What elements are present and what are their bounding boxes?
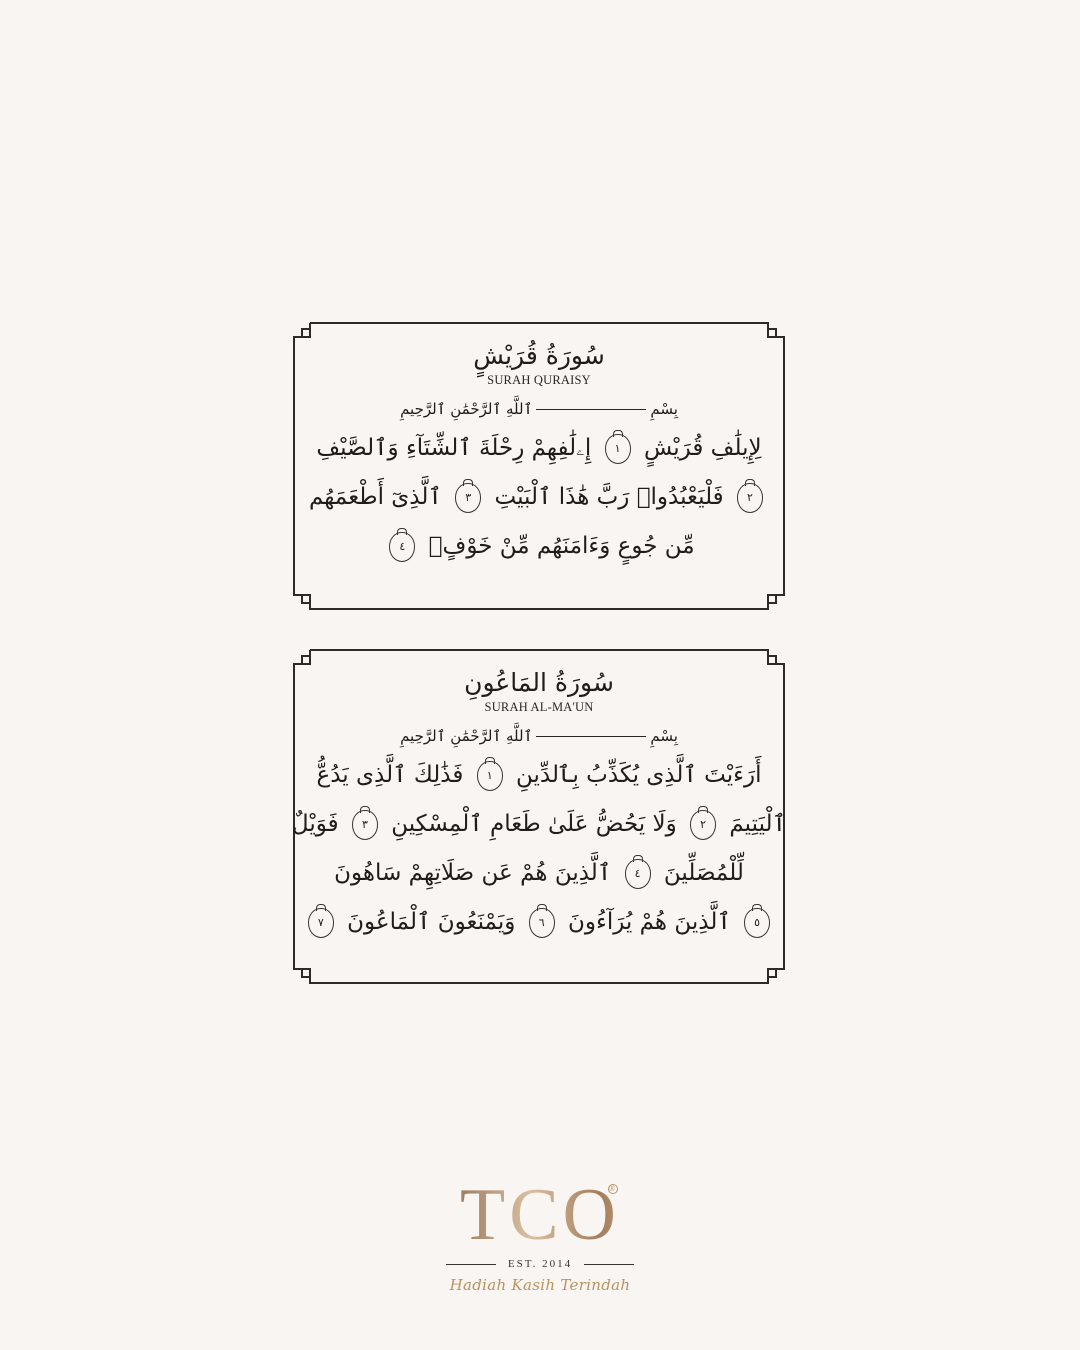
ayah-marker-icon: ١ — [477, 761, 503, 791]
brand-logo — [440, 1174, 640, 1294]
basmala-kashida — [536, 409, 646, 410]
verse-line — [292, 849, 786, 898]
ayah-marker-icon: ٤ — [389, 532, 415, 562]
divider — [446, 1264, 496, 1265]
verse-text: أَرَءَيْتَ ٱلَّذِى يُكَذِّبُ بِٱلدِّينِ — [515, 762, 762, 788]
verse-text: لِإِيلَٰفِ قُرَيْشٍ — [643, 435, 762, 461]
verse-text: فَوَيْلٌ — [291, 811, 339, 837]
verse-line — [292, 898, 786, 947]
surah-quraisy-card — [292, 321, 786, 611]
basmala-kashida — [536, 736, 646, 737]
registered-trademark-icon: ® — [609, 1184, 620, 1193]
basmala-rest: ٱللَّهِ ٱلرَّحْمَٰنِ ٱلرَّحِيمِ — [400, 400, 533, 418]
ayah-marker-icon: ٢ — [690, 810, 716, 840]
verse-text: وَلَا يَحُضُّ عَلَىٰ طَعَامِ ٱلْمِسْكِينِ — [391, 811, 677, 837]
verses — [292, 751, 786, 947]
verse-text: ٱلْيَتِيمَ — [729, 811, 786, 837]
brand-tagline: Hadiah Kasih Terindah — [449, 1276, 631, 1294]
ayah-marker-icon: ٣ — [352, 810, 378, 840]
divider — [584, 1264, 634, 1265]
ayah-marker-icon: ٥ — [744, 908, 770, 938]
surah-title-latin: SURAH QURAISY — [487, 373, 591, 387]
verse-text: ٱلَّذِينَ هُمْ يُرَآءُونَ — [568, 909, 731, 935]
ayah-marker-icon: ٣ — [455, 483, 481, 513]
verse-text: ٱلَّذِينَ هُمْ عَن صَلَاتِهِمْ سَاهُونَ — [334, 860, 612, 886]
basmala-rest: ٱللَّهِ ٱلرَّحْمَٰنِ ٱلرَّحِيمِ — [400, 727, 533, 745]
verse-text: إِۦلَٰفِهِمْ رِحْلَةَ ٱلشِّتَآءِ وَٱلصَّيْفِ — [316, 435, 592, 461]
surah-title-latin: SURAH AL-MA'UN — [484, 700, 594, 714]
verse-line — [292, 800, 786, 849]
verse-line — [292, 751, 786, 800]
verses — [292, 424, 786, 571]
surah-title-arabic: سُورَةُ المَاعُونِ — [464, 668, 614, 697]
ayah-marker-icon: ٦ — [529, 908, 555, 938]
established-year: EST. 2014 — [507, 1258, 573, 1270]
surah-title-arabic: سُورَةُ قُرَيْشٍ — [473, 341, 605, 370]
verse-line — [292, 424, 786, 473]
established-line — [440, 1258, 640, 1270]
verse-text: مِّن جُوعٍ وَءَامَنَهُم مِّنْ خَوْفٍۭ — [428, 533, 695, 559]
verse-line — [292, 473, 786, 522]
ayah-marker-icon: ٧ — [308, 908, 334, 938]
logo-mark — [440, 1174, 640, 1256]
ayah-marker-icon: ١ — [605, 434, 631, 464]
surah-almaun-card — [292, 648, 786, 985]
ayah-marker-icon: ٤ — [625, 859, 651, 889]
logo-wordmark: TCO — [460, 1174, 620, 1256]
verse-text: لِّلْمُصَلِّينَ — [663, 860, 744, 886]
verse-line — [292, 522, 786, 571]
basmala — [292, 400, 786, 422]
basmala — [292, 727, 786, 749]
verse-text: وَيَمْنَعُونَ ٱلْمَاعُونَ — [347, 909, 516, 935]
verse-text: ٱلَّذِىٓ أَطْعَمَهُم — [308, 484, 442, 510]
verse-text: فَذَٰلِكَ ٱلَّذِى يَدُعُّ — [316, 762, 464, 788]
ayah-marker-icon: ٢ — [737, 483, 763, 513]
verse-text: فَلْيَعْبُدُوا۟ رَبَّ هَٰذَا ٱلْبَيْتِ — [494, 484, 724, 510]
basmala-bism: بِسْمِ — [650, 400, 678, 418]
basmala-bism: بِسْمِ — [650, 727, 678, 745]
